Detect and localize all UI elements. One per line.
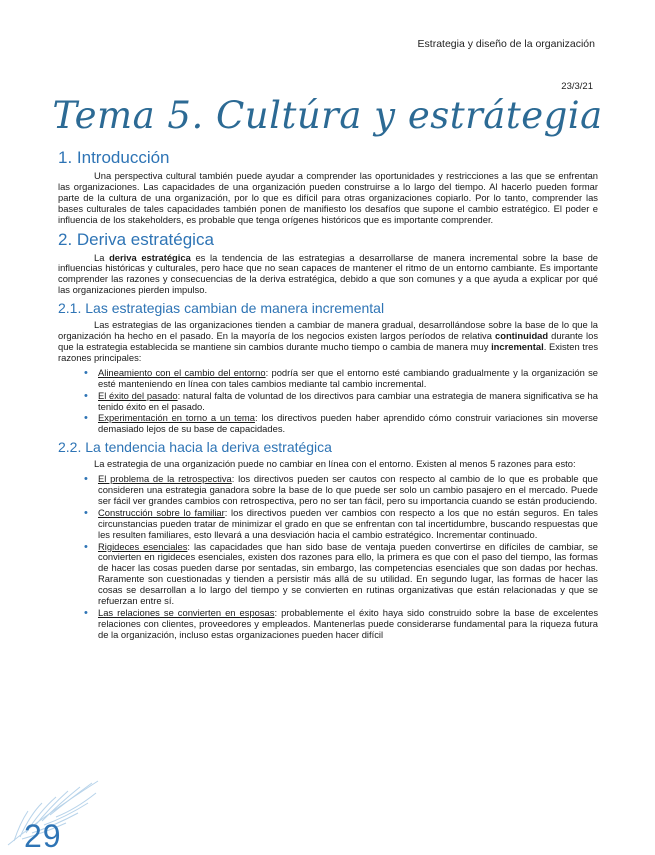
list-item: • Construcción sobre lo familiar: los directivos pueden ver cambios con respecto a los que no están seguros. En tales circunstancias pueden tratar de minimizar el grado en que se enfrentan con tal incertidumbre, buscando respuestas que les resulten familiares, esto llevará a una desviación hacia el cambio estratégico. Incrementar continuado.	[98, 508, 598, 541]
bold-term: deriva estratégica	[109, 251, 191, 263]
reasons-list-2-1	[58, 368, 598, 435]
deriva-paragraph: La deriva estratégica es la tendencia de las estrategias a desarrollarse de manera incremental sobre la base de influencias históricas y culturales, pero hace que no sean capaces de mantener el ritmo de un entorno cambiante. Es importante comprender las razones y consecuencias de la deriva estratégica, debido a que son comunes y a que ayuda a explicar por qué las organizaciones pierden impulso.	[58, 251, 598, 296]
subsection-heading-2-1: 2.1. Las estrategias cambian de manera incremental	[58, 300, 385, 317]
document-body	[58, 148, 598, 645]
section-heading-introduccion: 1. Introducción	[58, 148, 170, 167]
page-number: 29	[24, 818, 62, 854]
list-item: • El éxito del pasado: natural falta de voluntad de los directivos para cambiar una estrategia de manera significativa se ha tenido éxito en el pasado.	[98, 391, 598, 413]
page-title: Tema 5. Cultúra y estrátegia	[52, 94, 603, 137]
intro-paragraph: Una perspectiva cultural también puede ayudar a comprender las oportunidades y restricciones a las que se enfrentan las organizaciones. Las capacidades de una organización pueden construirse a lo largo del tiempo. Al hacerlo pueden formar parte de la cultura de una organización, por lo que es difícil para otras organizaciones copiarlo. Por lo tanto, comprender las bases culturales de tales capacidades también ponen de manifiesto los desafíos que supone el cambio estratégico. El poder e influencia de los stakeholders, es probable que tenga orígenes históricos que es importante comprender.	[58, 170, 598, 225]
sub21-paragraph: Las estrategias de las organizaciones tienden a cambiar de manera gradual, desarrollándose sobre la base de lo que la organización ha hecho en el pasado. En la mayoría de los negocios existen largos períodos de relativa continuidad durante los que la estrategia establecida se mantiene sin cambios durante mucho tiempo o cambia de manera muy incremental. Existen tres razones principales:	[58, 319, 599, 363]
list-item: • Rigideces esenciales: las capacidades que han sido base de ventaja pueden convertirse en difíciles de cambiar, se convierten en rigideces esenciales, existen dos razones para ello, la primera es que con el paso del tiempo, las formas de hacer las cosas pueden darse por sentadas, sin embargo, las competencias esenciales que son dadas por hechas. Raramente son cuestionadas y tienden a persistir más allá de su utilidad. En segundo lugar, las formas de hacer las cosas se desarrollan a lo largo del tiempo y se convierten en rutinas organizativas que están relacionadas y que se refuerzan entre sí.	[98, 542, 598, 607]
list-item: • Experimentación en torno a un tema: los directivos pueden haber aprendido cómo construir variaciones sin moverse demasiado lejos de su base de capacidades.	[98, 413, 598, 435]
document-header: Estrategia y diseño de la organización	[417, 38, 595, 50]
subsection-heading-2-2: 2.2. La tendencia hacia la deriva estratégica	[58, 439, 332, 456]
list-item: • El problema de la retrospectiva: los directivos pueden ser cautos con respecto al cambio de lo que es probable que consideren una estrategia ganadora sobre la base de lo que puede ser solo un cambio pasajero en el mercado. Puede ser fácil ver grandes cambios con retrospectiva, pero no ser tan fácil, pero su importancia cuando se están produciendo.	[98, 474, 598, 507]
section-heading-deriva: 2. Deriva estratégica	[58, 229, 214, 249]
reasons-list-2-2	[58, 474, 598, 641]
document-date: 23/3/21	[561, 81, 593, 92]
sub22-paragraph: La estrategia de una organización puede no cambiar en línea con el entorno. Existen al menos 5 razones para esto:	[94, 458, 576, 470]
bold-term: continuidad	[495, 330, 549, 342]
bold-term: incremental	[491, 340, 544, 352]
list-item: • Alineamiento con el cambio del entorno: podría ser que el entorno esté cambiando gradualmente y la organización se esté manteniendo en línea con tales cambios mediante tal cambio incremental.	[98, 368, 598, 390]
list-item: • Las relaciones se convierten en esposas: probablemente el éxito haya sido construido sobre la base de excelentes relaciones con clientes, proveedores y empleados. Mantenerlas puede considerarse fundamental para la riqueza futura de la organización, incluso estas organizaciones pueden hacer difícil	[98, 608, 598, 641]
